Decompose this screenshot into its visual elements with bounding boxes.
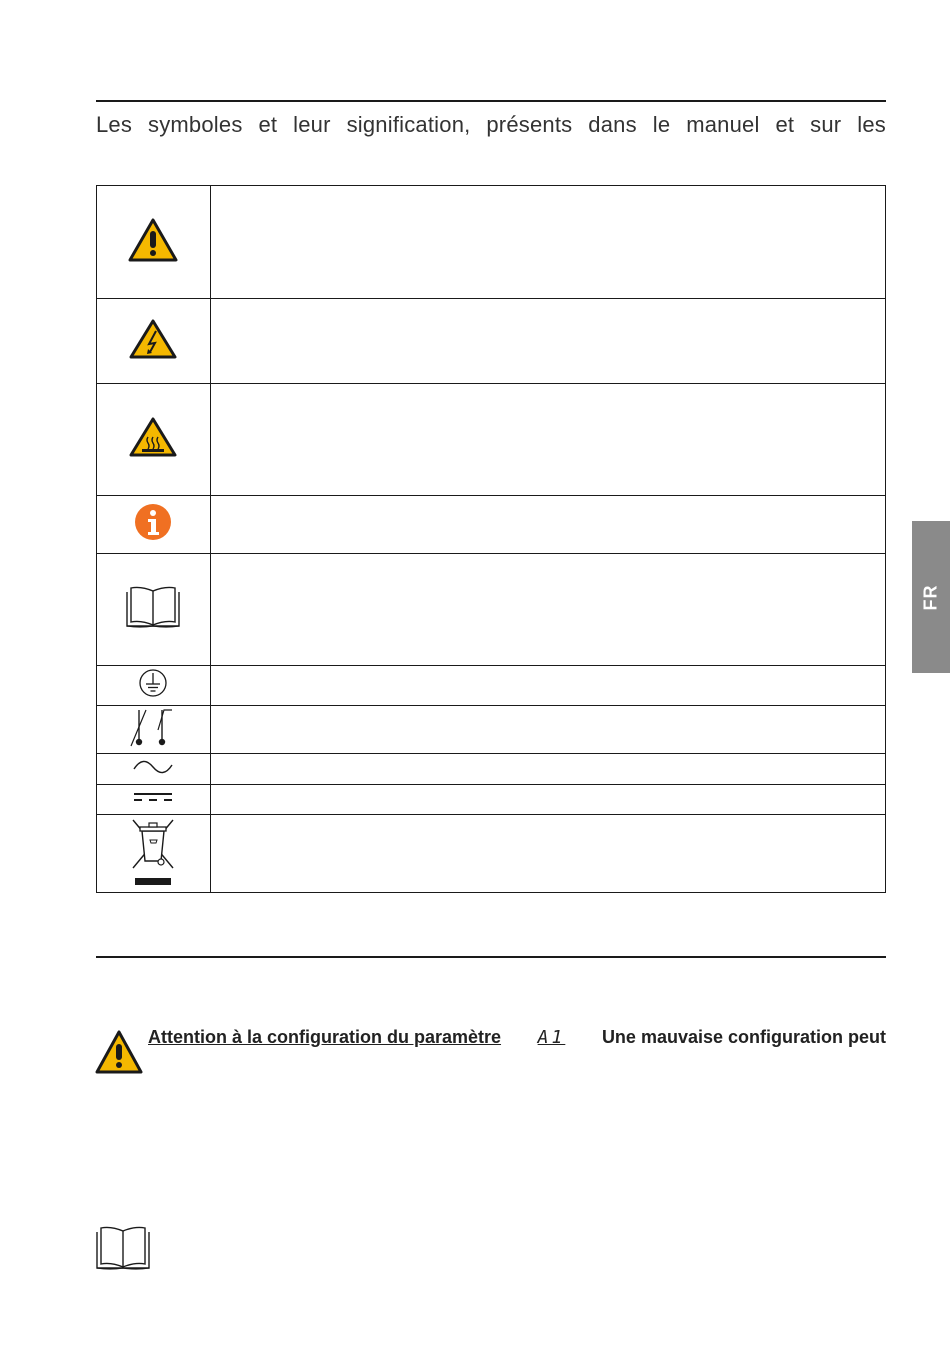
symbol-description bbox=[210, 754, 885, 785]
table-row bbox=[97, 299, 886, 384]
symbol-description bbox=[210, 496, 885, 554]
symbol-description bbox=[210, 186, 885, 299]
language-tab bbox=[912, 521, 950, 673]
table-row bbox=[97, 706, 886, 754]
symbols-table bbox=[96, 185, 886, 893]
symbol-description bbox=[210, 815, 885, 893]
alternating-current-icon bbox=[132, 757, 174, 777]
table-row bbox=[97, 384, 886, 496]
attention-underlined: Attention à la configuration du paramètre bbox=[148, 1027, 502, 1047]
weee-bin-icon bbox=[128, 816, 178, 886]
direct-current-icon bbox=[132, 789, 174, 805]
electric-hazard-icon bbox=[129, 319, 177, 359]
temperature-limits-icon bbox=[128, 706, 178, 748]
language-tab-label: FR bbox=[920, 584, 941, 610]
warning-triangle-icon bbox=[95, 1030, 143, 1079]
protective-earth-icon bbox=[138, 668, 168, 698]
symbol-description bbox=[210, 384, 885, 496]
attention-note bbox=[148, 1027, 886, 1048]
symbol-description bbox=[210, 785, 885, 815]
symbol-description bbox=[210, 706, 885, 754]
table-row bbox=[97, 815, 886, 893]
parameter-code: A1 bbox=[537, 1027, 566, 1048]
top-rule bbox=[96, 100, 886, 102]
warning-triangle-icon bbox=[128, 218, 178, 262]
symbol-description bbox=[210, 554, 885, 666]
table-row bbox=[97, 666, 886, 706]
table-row bbox=[97, 554, 886, 666]
symbol-description bbox=[210, 299, 885, 384]
table-row bbox=[97, 754, 886, 785]
section-rule bbox=[96, 956, 886, 958]
manual-book-icon bbox=[125, 584, 181, 630]
symbol-description bbox=[210, 666, 885, 706]
info-icon bbox=[133, 502, 173, 542]
hot-surface-icon bbox=[129, 417, 177, 457]
intro-text: Les symboles et leur signification, présents dans le manuel et sur les bbox=[96, 112, 886, 137]
table-row bbox=[97, 496, 886, 554]
table-row bbox=[97, 186, 886, 299]
table-row bbox=[97, 785, 886, 815]
manual-book-icon bbox=[95, 1224, 151, 1277]
attention-rest: Une mauvaise configuration peut bbox=[601, 1027, 886, 1047]
